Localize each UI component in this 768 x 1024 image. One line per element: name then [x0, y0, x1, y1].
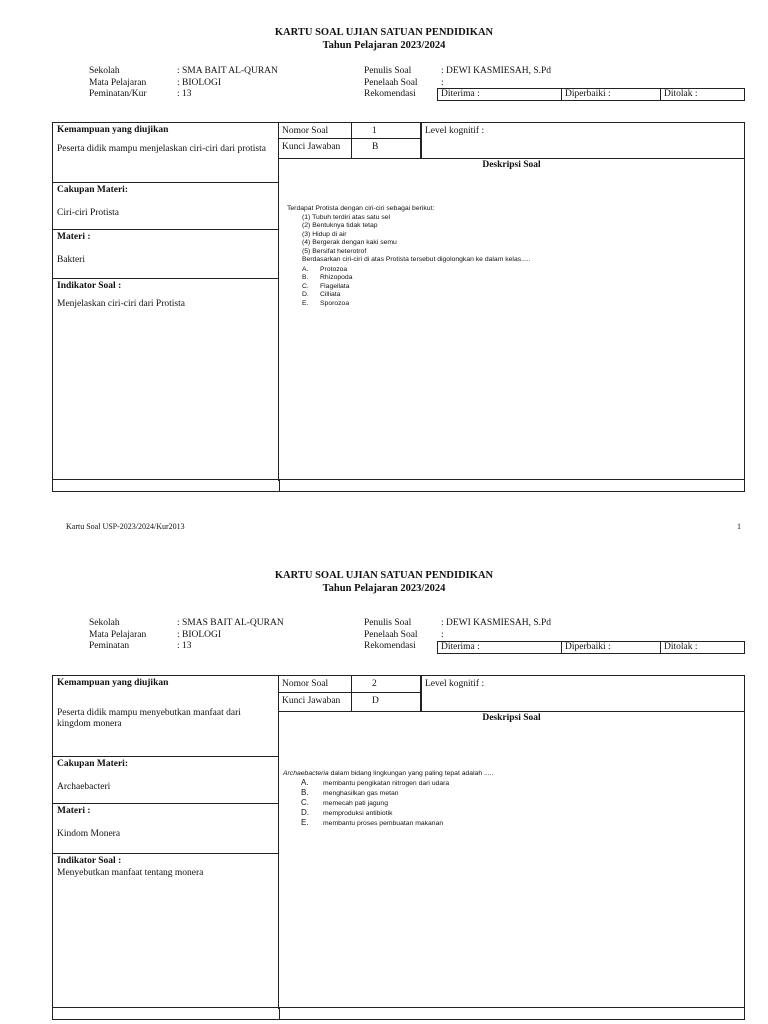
sekolah-value: : SMAS BAIT AL-QURAN: [177, 618, 284, 628]
cakupan-value: Archaebacteri: [57, 781, 111, 792]
penelaah-label: Penelaah Soal: [364, 629, 418, 640]
level-cell: Level kognitif :: [421, 676, 744, 712]
question-intro: Terdapat Protista dengan ciri-ciri sebagai berikut:: [287, 205, 435, 212]
card2-meta-left-labels: [89, 618, 146, 653]
card2-meta-right-labels: [364, 618, 418, 653]
ditolak-cell: Ditolak :: [664, 642, 698, 652]
trait-item: (3) Hidup di air: [302, 230, 347, 238]
option-item: [287, 266, 531, 275]
rekomendasi-label: Rekomendasi: [364, 89, 416, 99]
penulis-value: : DEWI KASMIESAH, S.Pd: [441, 618, 552, 628]
option-letter: D.: [302, 291, 309, 298]
card2-subtitle: Tahun Pelajaran 2023/2024: [322, 583, 446, 594]
card2-question: [283, 769, 493, 828]
card1-main-box: [52, 122, 745, 492]
trait-item: (2) Bentuknya tidak tetap: [302, 222, 378, 229]
option-item: [287, 300, 531, 309]
kemampuan-value: Peserta didik mampu menjelaskan ciri-ciri dari protista: [57, 143, 266, 154]
card2-bottom-strip: [53, 1007, 744, 1019]
question-stem: Berdasarkan ciri-ciri di atas Protista tersebut digolongkan ke dalam kelas.....: [302, 256, 531, 263]
diterima-cell: Diterima :: [438, 89, 562, 100]
option-letter: E.: [301, 818, 309, 827]
materi-value: Kindom Monera: [57, 828, 121, 839]
nomor-value-cell: 1: [352, 123, 421, 139]
card1-right-column: [279, 123, 744, 481]
option-item: [283, 818, 493, 828]
card2-title: KARTU SOAL UJIAN SATUAN PENDIDIKAN: [274, 570, 494, 581]
cakupan-section: [53, 182, 279, 229]
penulis-value: : DEWI KASMIESAH, S.Pd: [441, 66, 552, 76]
nomor-value-cell: 2: [352, 676, 421, 693]
sekolah-label: Sekolah: [89, 618, 120, 628]
indikator-section: [53, 853, 279, 1009]
option-text: Flagellata: [320, 282, 350, 290]
penelaah-label: Penelaah Soal: [364, 77, 418, 88]
diterima-cell: Diterima :: [438, 642, 562, 653]
indikator-value: Menyebutkan manfaat tentang monera: [57, 867, 204, 878]
kemampuan-label: Kemampuan yang diujikan: [57, 678, 169, 688]
cakupan-label: Cakupan Materi:: [57, 759, 128, 769]
peminatan-value: : 13: [177, 641, 192, 651]
card2-main-box: [52, 675, 745, 1020]
nomor-label-cell: Nomor Soal: [279, 123, 352, 139]
ditolak-cell: Ditolak :: [664, 89, 698, 99]
kemampuan-section: [53, 123, 279, 182]
card2-meta-left-values: [177, 618, 284, 653]
penelaah-value: :: [441, 77, 444, 88]
card2-left-column: [53, 676, 279, 1009]
option-letter: D.: [301, 808, 309, 817]
trait-item: (4) Bergerak dengan kaki semu: [302, 239, 397, 246]
cakupan-section: [53, 756, 279, 803]
card1-subtitle: Tahun Pelajaran 2023/2024: [322, 40, 446, 51]
peminatan-value: : 13: [177, 89, 192, 99]
option-text: memproduksi antibiotik: [323, 810, 393, 817]
indikator-section: [53, 278, 279, 481]
card1-meta-right-labels: [364, 66, 418, 101]
level-cell: Level kognitif :: [421, 123, 744, 159]
option-text: membantu proses pembuatan makanan: [323, 820, 444, 827]
option-item: [283, 778, 493, 788]
kemampuan-section: [53, 676, 279, 756]
option-text: menghasilkan gas metan: [323, 790, 399, 797]
indikator-label: Indikator Soal :: [57, 856, 122, 866]
penulis-label: Penulis Soal: [364, 66, 412, 76]
diperbaiki-cell: Diperbaiki :: [562, 89, 661, 100]
kemampuan-label: Kemampuan yang diujikan: [57, 125, 169, 135]
card1-bottom-strip: [53, 479, 744, 491]
card1-question: [287, 205, 531, 308]
option-text: memecah pati jagung: [323, 800, 388, 807]
option-item: [283, 808, 493, 818]
peminatan-label: Peminatan: [89, 641, 130, 651]
option-letter: C.: [302, 282, 309, 290]
option-letter: C.: [301, 798, 309, 807]
materi-section: [53, 229, 279, 278]
option-text: Sporozoa: [320, 299, 350, 307]
deskripsi-title: Deskripsi Soal: [482, 713, 541, 723]
materi-label: Materi :: [57, 806, 91, 816]
kemampuan-value: Peserta didik mampu menyebutkan manfaat dari kingdom monera: [57, 707, 241, 729]
peminatan-label: Peminatan/Kur: [89, 89, 147, 99]
kunci-label-cell: Kunci Jawaban: [279, 693, 352, 712]
cakupan-value: Ciri-ciri Protista: [57, 207, 120, 218]
mapel-value: : BIOLOGI: [177, 77, 222, 88]
mapel-label: Mata Pelajaran: [89, 77, 147, 88]
indikator-value: Menjelaskan ciri-ciri dari Protista: [57, 298, 185, 309]
card1-footer-left: Kartu Soal USP-2023/2024/Kur2013: [66, 522, 185, 531]
sekolah-label: Sekolah: [89, 66, 120, 76]
option-item: [287, 274, 531, 283]
option-item: [287, 283, 531, 292]
card2-rekomendasi-table: [437, 641, 745, 654]
card1-title: KARTU SOAL UJIAN SATUAN PENDIDIKAN: [274, 27, 494, 38]
materi-label: Materi :: [57, 232, 91, 242]
rekomendasi-label: Rekomendasi: [364, 641, 416, 651]
card2-meta-right-values: [441, 618, 551, 641]
option-item: [283, 798, 493, 808]
question-rest: dalam bidang lingkungan yang paling tepat adalah .....: [328, 770, 494, 777]
option-letter: E.: [302, 299, 309, 307]
option-text: membantu pengikatan nitrogen dari udara: [323, 780, 450, 787]
indikator-label: Indikator Soal :: [57, 281, 122, 291]
kunci-value-cell: D: [352, 693, 421, 712]
mapel-value: : BIOLOGI: [177, 629, 222, 640]
option-item: [283, 788, 493, 798]
option-letter: B.: [302, 274, 309, 281]
penulis-label: Penulis Soal: [364, 618, 412, 628]
nomor-label-cell: Nomor Soal: [279, 676, 352, 693]
question-text: [283, 769, 493, 778]
materi-section: [53, 803, 279, 853]
card2-right-column: [279, 676, 744, 1009]
card1-meta-left-labels: [89, 66, 147, 101]
trait-item: (1) Tubuh terdiri atas satu sel: [302, 213, 391, 221]
option-letter: A.: [302, 265, 309, 273]
card1-meta-left-values: [177, 66, 278, 101]
deskripsi-title: Deskripsi Soal: [482, 160, 541, 170]
kunci-label-cell: Kunci Jawaban: [279, 139, 352, 159]
option-item: [287, 291, 531, 300]
card1-left-column: [53, 123, 279, 481]
question-italic-term: Archaebacteria: [283, 770, 329, 777]
kunci-value-cell: B: [352, 139, 421, 159]
option-letter: A.: [301, 778, 309, 787]
option-text: Protozoa: [320, 265, 348, 273]
mapel-label: Mata Pelajaran: [89, 629, 147, 640]
cakupan-label: Cakupan Materi:: [57, 185, 128, 195]
option-text: Cilliata: [320, 291, 341, 298]
option-text: Rhizopoda: [320, 274, 353, 281]
sekolah-value: : SMA BAIT AL-QURAN: [177, 66, 278, 76]
card1-footer-page-number: 1: [737, 522, 741, 531]
materi-value: Bakteri: [57, 254, 85, 265]
diperbaiki-cell: Diperbaiki :: [562, 642, 661, 653]
trait-item: (5) Bersifat heterotrof: [302, 247, 367, 255]
penelaah-value: :: [441, 629, 444, 640]
card1-meta-right-values: [441, 66, 551, 89]
card1-rekomendasi-table: [437, 88, 745, 101]
option-letter: B.: [301, 788, 309, 797]
